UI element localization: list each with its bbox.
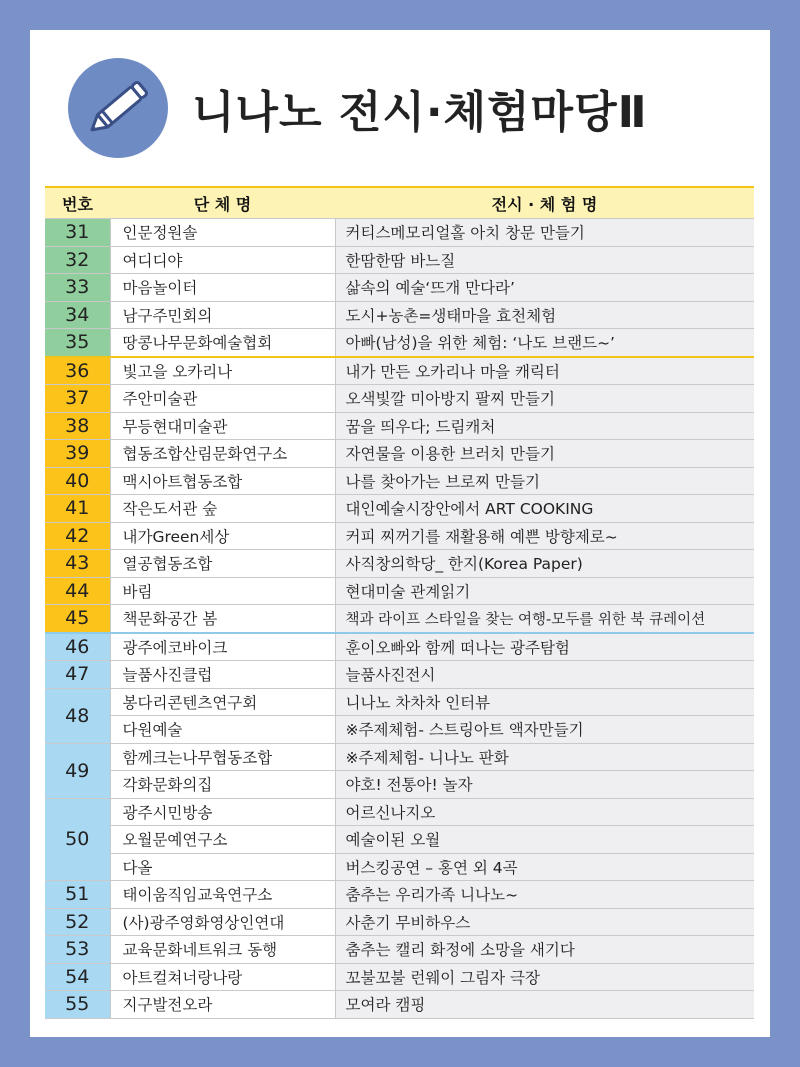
org-name: 오월문예연구소	[110, 826, 335, 854]
org-name: 인문정원솔	[110, 219, 335, 247]
program-name: ※주제체험- 니나노 판화	[335, 743, 754, 771]
program-name: ※주제체험- 스트링아트 액자만들기	[335, 716, 754, 744]
table-row	[45, 357, 754, 385]
program-name: 도시+농촌=생태마을 효천체험	[335, 301, 754, 329]
program-name: 자연물을 이용한 브러치 만들기	[335, 440, 754, 468]
table-row	[45, 412, 754, 440]
org-name: 마음놀이터	[110, 274, 335, 302]
org-name: 태이움직임교육연구소	[110, 881, 335, 909]
row-number: 47	[45, 661, 110, 689]
table-row	[45, 550, 754, 578]
row-number: 31	[45, 219, 110, 247]
program-name: 아빠(남성)을 위한 체험: ‘나도 브랜드~’	[335, 329, 754, 357]
program-name: 춤추는 우리가족 니나노~	[335, 881, 754, 909]
row-number: 49	[45, 743, 110, 798]
row-number: 39	[45, 440, 110, 468]
table-row	[45, 908, 754, 936]
org-name: 작은도서관 숲	[110, 495, 335, 523]
program-name: 커티스메모리얼홀 아치 창문 만들기	[335, 219, 754, 247]
program-name: 사직창의학당_ 한지(Korea Paper)	[335, 550, 754, 578]
table-row	[45, 219, 754, 247]
program-name: 내가 만든 오카리나 마을 캐릭터	[335, 357, 754, 385]
table-row	[45, 385, 754, 413]
org-name: 열공협동조합	[110, 550, 335, 578]
table-row	[45, 605, 754, 633]
header-program: 전시 · 체 험 명	[335, 187, 754, 219]
row-number: 38	[45, 412, 110, 440]
pencil-badge	[68, 58, 168, 158]
row-number: 52	[45, 908, 110, 936]
row-number: 42	[45, 522, 110, 550]
table-row	[45, 991, 754, 1019]
program-name: 늘품사진전시	[335, 661, 754, 689]
org-name: 봉다리콘텐츠연구회	[110, 688, 335, 716]
org-name: 교육문화네트워크 동행	[110, 936, 335, 964]
row-number: 43	[45, 550, 110, 578]
row-number: 32	[45, 246, 110, 274]
program-name: 모여라 캠핑	[335, 991, 754, 1019]
table-row	[45, 688, 754, 716]
org-name: 광주시민방송	[110, 798, 335, 826]
program-name: 삶속의 예술‘뜨개 만다라’	[335, 274, 754, 302]
row-number: 46	[45, 633, 110, 661]
org-name: 여디디야	[110, 246, 335, 274]
row-number: 48	[45, 688, 110, 743]
program-name: 사춘기 무비하우스	[335, 908, 754, 936]
program-name: 니나노 차차차 인터뷰	[335, 688, 754, 716]
table-row	[45, 577, 754, 605]
table-row	[45, 798, 754, 826]
table-row	[45, 495, 754, 523]
table-row	[45, 522, 754, 550]
org-name: 땅콩나무문화예술협회	[110, 329, 335, 357]
table-row	[45, 440, 754, 468]
org-name: 광주에코바이크	[110, 633, 335, 661]
table-row	[45, 826, 754, 854]
table-row	[45, 633, 754, 661]
program-name: 한땀한땀 바느질	[335, 246, 754, 274]
page-title: 니나노 전시·체험마당Ⅱ	[192, 87, 648, 138]
table-row	[45, 661, 754, 689]
table-row	[45, 274, 754, 302]
program-name: 나를 찾아가는 브로찌 만들기	[335, 467, 754, 495]
program-name: 대인예술시장안에서 ART COOKING	[335, 495, 754, 523]
org-name: 내가Green세상	[110, 522, 335, 550]
table-row	[45, 771, 754, 799]
program-name: 책과 라이프 스타일을 찾는 여행-모두를 위한 북 큐레이션	[335, 605, 754, 633]
program-name: 버스킹공연 – 홍연 외 4곡	[335, 853, 754, 881]
program-name: 커피 찌꺼기를 재활용해 예쁜 방향제로~	[335, 522, 754, 550]
program-name: 현대미술 관계읽기	[335, 577, 754, 605]
program-name: 오색빛깔 미아방지 팔찌 만들기	[335, 385, 754, 413]
program-name: 꼬불꼬불 런웨이 그림자 극장	[335, 963, 754, 991]
table-row	[45, 467, 754, 495]
org-name: 남구주민회의	[110, 301, 335, 329]
org-name: 다올	[110, 853, 335, 881]
row-number: 54	[45, 963, 110, 991]
row-number: 33	[45, 274, 110, 302]
program-name: 춤추는 캘리 화정에 소망을 새기다	[335, 936, 754, 964]
header-num: 번호	[45, 187, 110, 219]
org-name: 무등현대미술관	[110, 412, 335, 440]
row-number: 45	[45, 605, 110, 633]
org-name: 맥시아트협동조합	[110, 467, 335, 495]
org-name: 책문화공간 봄	[110, 605, 335, 633]
table-row	[45, 936, 754, 964]
row-number: 37	[45, 385, 110, 413]
org-name: 아트컬쳐너랑나랑	[110, 963, 335, 991]
row-number: 53	[45, 936, 110, 964]
row-number: 41	[45, 495, 110, 523]
org-name: 다원예술	[110, 716, 335, 744]
table-row	[45, 301, 754, 329]
org-name: 늘품사진클럽	[110, 661, 335, 689]
org-name: 함께크는나무협동조합	[110, 743, 335, 771]
table-row	[45, 716, 754, 744]
org-name: 각화문화의집	[110, 771, 335, 799]
row-number: 36	[45, 357, 110, 385]
table-row	[45, 743, 754, 771]
header-org: 단 체 명	[110, 187, 335, 219]
org-name: 주안미술관	[110, 385, 335, 413]
table-row	[45, 881, 754, 909]
org-name: 협동조합산림문화연구소	[110, 440, 335, 468]
row-number: 55	[45, 991, 110, 1019]
program-name: 예술이된 오월	[335, 826, 754, 854]
row-number: 40	[45, 467, 110, 495]
table-row	[45, 329, 754, 357]
org-name: 지구발전오라	[110, 991, 335, 1019]
org-name: 빛고을 오카리나	[110, 357, 335, 385]
row-number: 44	[45, 577, 110, 605]
row-number: 51	[45, 881, 110, 909]
org-name: (사)광주영화영상인연대	[110, 908, 335, 936]
program-name: 훈이오빠와 함께 떠나는 광주탐험	[335, 633, 754, 661]
table-row	[45, 853, 754, 881]
table-header-row	[45, 187, 754, 219]
row-number: 50	[45, 798, 110, 881]
table-row	[45, 963, 754, 991]
org-name: 바림	[110, 577, 335, 605]
program-name: 꿈을 띄우다; 드림캐처	[335, 412, 754, 440]
table-row	[45, 246, 754, 274]
program-name: 어르신나지오	[335, 798, 754, 826]
program-table	[45, 186, 754, 1019]
program-name: 야호! 전통아! 놀자	[335, 771, 754, 799]
pencil-icon	[68, 58, 168, 158]
row-number: 35	[45, 329, 110, 357]
row-number: 34	[45, 301, 110, 329]
